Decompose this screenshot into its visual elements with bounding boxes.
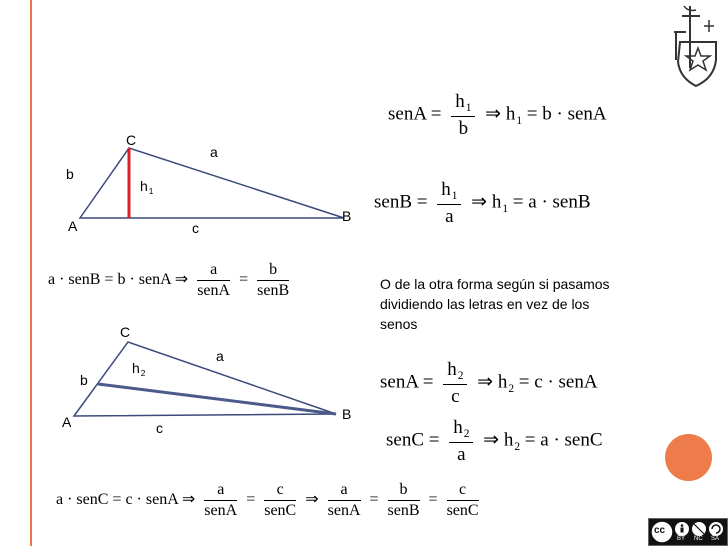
f2-rhs: a · senB (528, 191, 591, 213)
f4-fraction: $\frac{h_2}{c}$ (443, 360, 467, 406)
cc-icon: cc (654, 525, 666, 536)
tri1-vertex-a: A (68, 218, 78, 234)
formula-a-senb-eq-b-sena: a · senB = b · senA ⇒ $\frac{a}{\text{senA}}$ = $\frac{b}{\text{senB}}$ (48, 261, 290, 299)
f5-lhs: senC (386, 429, 424, 451)
formula-senb-h1: senB = $\frac{h_1}{a}$ ⇒ $h_1 = a$ · senB (374, 179, 591, 228)
orange-circle-decoration (665, 434, 712, 481)
nc-label: NC (694, 536, 703, 542)
logo (670, 2, 726, 92)
tri2-vertex-b: B (342, 406, 352, 422)
tri1-vertex-b: B (342, 208, 352, 224)
triangle-1 (40, 128, 370, 240)
sa-label: SA (711, 536, 720, 542)
tri2-side-a: a (216, 348, 224, 364)
note-text: O de la otra forma según si pasamos dividiendo las letras en vez de los senos (380, 276, 610, 332)
f4-lhs: senA (380, 371, 418, 393)
f5-rhs: a · senC (540, 429, 603, 451)
f4-rhs: c · senA (534, 371, 598, 393)
tri1-side-c: c (192, 220, 199, 236)
formula-sena-h2: senA = $\frac{h_2}{c}$ ⇒ $h_2 = c$ · senA (380, 359, 598, 408)
tri1-side-a: a (210, 144, 218, 160)
f1-rhs: b · senA (542, 103, 607, 125)
tri1-side-b: b (66, 166, 74, 182)
tri2-height-h2: $h_2$ (132, 360, 146, 378)
formula-law-of-sines: a · senC = c · senA ⇒ $\frac{a}{\text{senA}}$ = $\frac{c}{\text{senC}}$ ⇒ $\frac{a}{\text{senA}}$ = $\frac{b}{\text{senB}}$ = $\frac{c}{\text{senC}}$ (56, 481, 479, 519)
formula-sena-h1: senA = $\frac{h_1}{b}$ ⇒ $h_1 = b$ · senA (388, 91, 607, 140)
tri1-vertex-c: C (126, 132, 137, 148)
formula-senc-h2: senC = $\frac{h_2}{a}$ ⇒ $h_2 = a$ · senC (386, 417, 603, 466)
triangle-2 (40, 320, 370, 440)
f2-lhs: senB (374, 191, 412, 213)
f1-fraction: $\frac{h_1}{b}$ (451, 92, 475, 138)
tri2-side-c: c (156, 420, 163, 436)
f2-fraction: $\frac{h_1}{a}$ (437, 180, 461, 226)
left-accent-rule (30, 0, 32, 546)
f1-lhs: senA (388, 103, 426, 125)
tri2-vertex-a: A (62, 414, 72, 430)
tri1-height-h1: $h_1$ (140, 178, 154, 196)
tri2-vertex-c: C (120, 324, 131, 340)
f6-lhs: a · senC = c · senA ⇒ (56, 491, 196, 509)
by-label: BY (677, 536, 686, 542)
cc-license-badge[interactable] (648, 518, 728, 546)
tri2-side-b: b (80, 372, 88, 388)
f3-lhs: a · senB = b · senA ⇒ (48, 271, 189, 289)
f5-fraction: $\frac{h_2}{a}$ (449, 418, 473, 464)
